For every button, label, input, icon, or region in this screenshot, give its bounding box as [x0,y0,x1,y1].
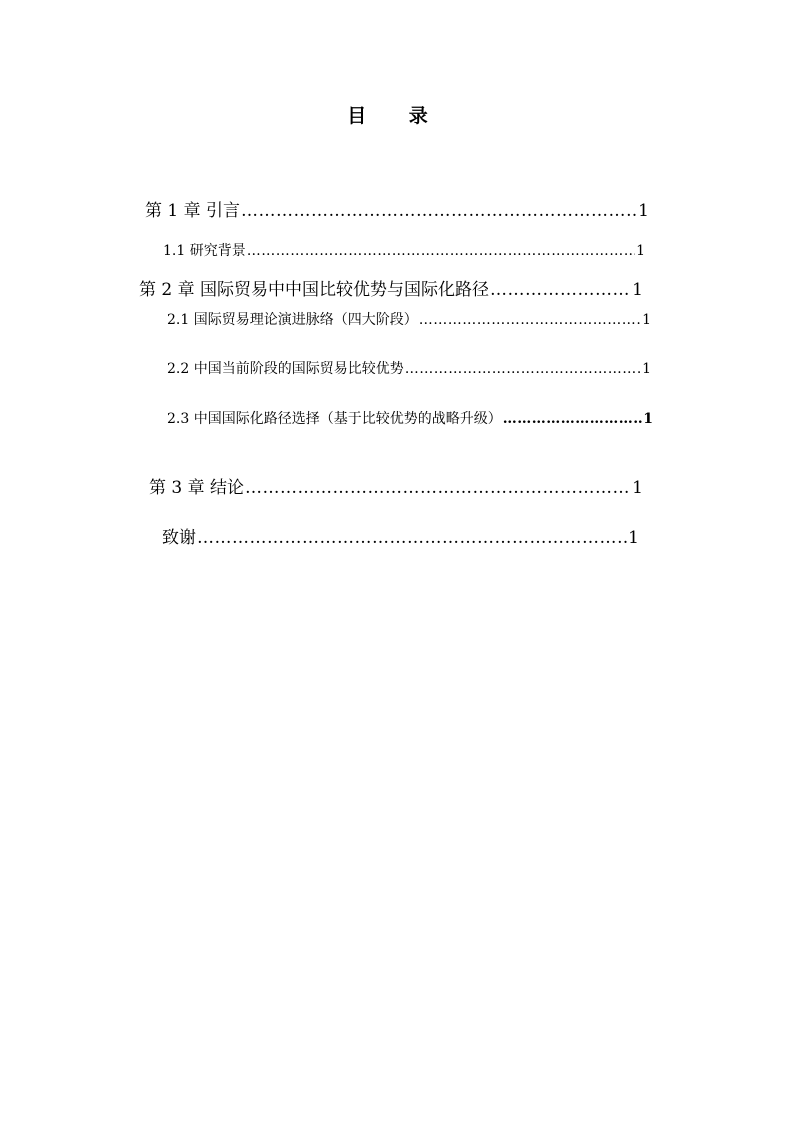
toc-entry-chapter-1[interactable] [145,200,649,222]
toc-entry-section-2-3[interactable] [167,409,653,429]
toc-entry-label: 2.1 国际贸易理论演进脉络（四大阶段） [167,312,418,328]
toc-page-number: 1 [638,201,649,221]
toc-leader-dots [419,310,641,330]
toc-entry-section-2-2[interactable] [167,359,651,379]
toc-entry-label: 致谢 [162,528,196,548]
toc-page-number: 1 [632,280,643,300]
toc-entry-section-1-1[interactable] [163,241,645,261]
toc-page-number: 1 [642,312,651,328]
toc-entry-acknowledgements[interactable] [162,527,639,549]
toc-page-number: 1 [628,528,639,548]
toc-entry-label: 第 2 章 国际贸易中中国比较优势与国际化路径 [139,280,490,300]
toc-leader-dots [490,279,631,301]
toc-leader-dots [247,241,635,261]
toc-entry-label: 1.1 研究背景 [163,243,246,259]
toc-leader-dots [503,409,643,429]
toc-entry-chapter-3[interactable] [149,477,643,499]
toc-page-number: 1 [642,361,651,377]
toc-entry-chapter-2[interactable] [139,279,643,301]
toc-title: 目 录 [347,105,446,127]
toc-page-number: 1 [632,478,643,498]
toc-leader-dots [245,477,631,499]
toc-page-number: 1 [643,411,653,427]
toc-leader-dots [405,359,641,379]
toc-entry-label: 2.3 中国国际化路径选择（基于比较优势的战略升级） [167,411,502,427]
toc-entry-section-2-1[interactable] [167,310,651,330]
toc-entry-label: 2.2 中国当前阶段的国际贸易比较优势 [167,361,404,377]
toc-leader-dots [197,527,627,549]
toc-leader-dots [241,200,637,222]
toc-page-number: 1 [636,243,645,259]
toc-entry-label: 第 1 章 引言 [145,201,241,221]
toc-entry-label: 第 3 章 结论 [149,478,245,498]
